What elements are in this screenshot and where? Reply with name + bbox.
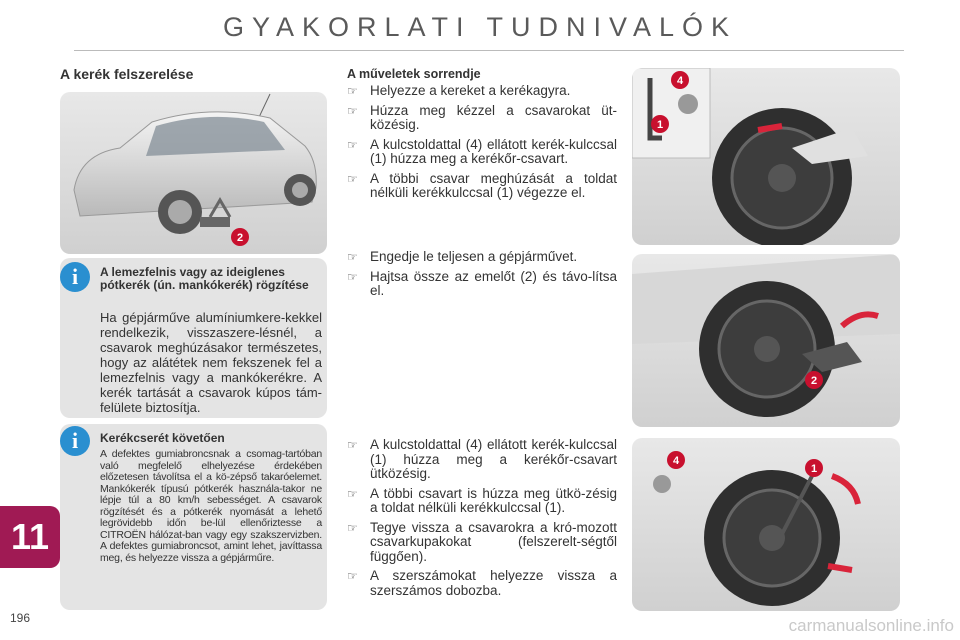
list-item: ☞ A kulcstoldattal (4) ellátott kerék-kulccsal (1) húzza meg a kerékőr-csavart ütközésig. [347,437,617,481]
operations-title: A műveletek sorrendje [347,67,481,81]
callout-2 [805,371,823,389]
wheel-illustration [632,254,900,427]
wheel-mounting-figure [632,68,900,245]
watermark: carmanualsonline.info [788,616,954,635]
page-number: 196 [10,611,31,625]
pointing-hand-icon: ☞ [347,269,358,284]
car-illustration [60,92,327,254]
bolt-tightening-figure [632,438,900,611]
pointing-hand-icon: ☞ [347,250,358,264]
list-item: ☞ A kulcstoldattal (4) ellátott kerék-kulccsal (1) húzza meg a kerékőr-csavart. [347,136,617,166]
steps-group-3 [347,438,617,603]
pointing-hand-icon: ☞ [347,103,358,118]
jack-lowering-figure [632,254,900,427]
callout-4 [671,71,689,89]
svg-text:1: 1 [810,463,818,475]
svg-text:1: 1 [656,119,664,131]
car-jack-figure [60,92,327,254]
pointing-hand-icon: ☞ [347,171,358,186]
pointing-hand-icon: ☞ [347,486,358,501]
list-item: ☞ A szerszámokat helyezze vissza a szerszámos dobozba. [347,568,617,598]
section-title: A kerék felszerelése [60,66,194,82]
page-title: GYAKORLATI TUDNIVALÓK [222,12,738,42]
list-item: ☞ Húzza meg kézzel a csavarokat üt-közésig. [347,102,617,132]
list-item: ☞ Hajtsa össze az emelőt (2) és távo-lítsa el. [347,268,617,298]
pointing-hand-icon: ☞ [347,569,358,583]
callout-4 [667,451,685,469]
header-divider [74,50,904,51]
list-item: ☞ A többi csavart is húzza meg ütkö-zésig a toldat nélküli kerékkulccsal (1). [347,485,617,515]
info-icon: i [60,426,90,456]
pointing-hand-icon: ☞ [347,520,358,535]
pointing-hand-icon: ☞ [347,137,358,152]
list-item: ☞ A többi csavar meghúzását a toldat nélküli kerékkulccsal (1) végezze el. [347,170,617,200]
pointing-hand-icon: ☞ [347,438,358,452]
svg-text:4: 4 [672,455,680,467]
info-icon: i [60,262,90,292]
svg-text:2: 2 [810,375,818,387]
info-box-2-body: A defektes gumiabroncsnak a csomag-tartóban való megfelelő elhelyezése érdekében előzetesen távolítsa el a kö-zépső takaróelemet. Mankókerék típusú pótkerék használa-takor ne lépje túl a 80 km/h sebességet. A csavarok rögzítését és a pótkerék nyomását a lehető legrövidebb időn be-lül ellenőriztesse a CITROËN hálózat-ban vagy egy szakszervizben. A defektes gumiabroncsot, amint lehet, javíttassa meg, és helyezze vissza a gépjárműre. [100,448,322,564]
pointing-hand-icon: ☞ [347,84,358,98]
callout-1 [805,459,823,477]
wheel-illustration [632,68,900,245]
steps-group-2 [347,250,617,304]
info-box-1-title: A lemezfelnis vagy az ideiglenes pótkerék (ún. mankókerék) rögzítése [100,265,309,292]
svg-text:2: 2 [236,232,244,244]
list-item: ☞ Tegye vissza a csavarokra a kró-mozott csavarkupakokat (felszerelt-ségtől függően). [347,519,617,564]
wheel-illustration [632,438,900,611]
steps-group-1 [347,84,617,206]
chapter-tab: 11 [0,506,60,568]
callout-2 [231,228,249,246]
svg-text:4: 4 [676,75,684,87]
info-box-2-title: Kerékcserét követően [100,431,225,445]
info-box-1-body: Ha gépjárműve alumíniumkere-kekkel rendelkezik, visszaszere-lésnél, a csavarok meghúzásakor természetes, hogy az alátétek nem fekszenek fel a lemezfelnis vagy a mankókerékre. A kerék tartását a csavarok kúpos tám-felülete biztosítja. [100,310,322,415]
list-item: ☞ Engedje le teljesen a gépjárművet. [347,249,578,264]
list-item: ☞ Helyezze a kereket a kerékagyra. [347,83,571,98]
callout-1 [651,115,669,133]
